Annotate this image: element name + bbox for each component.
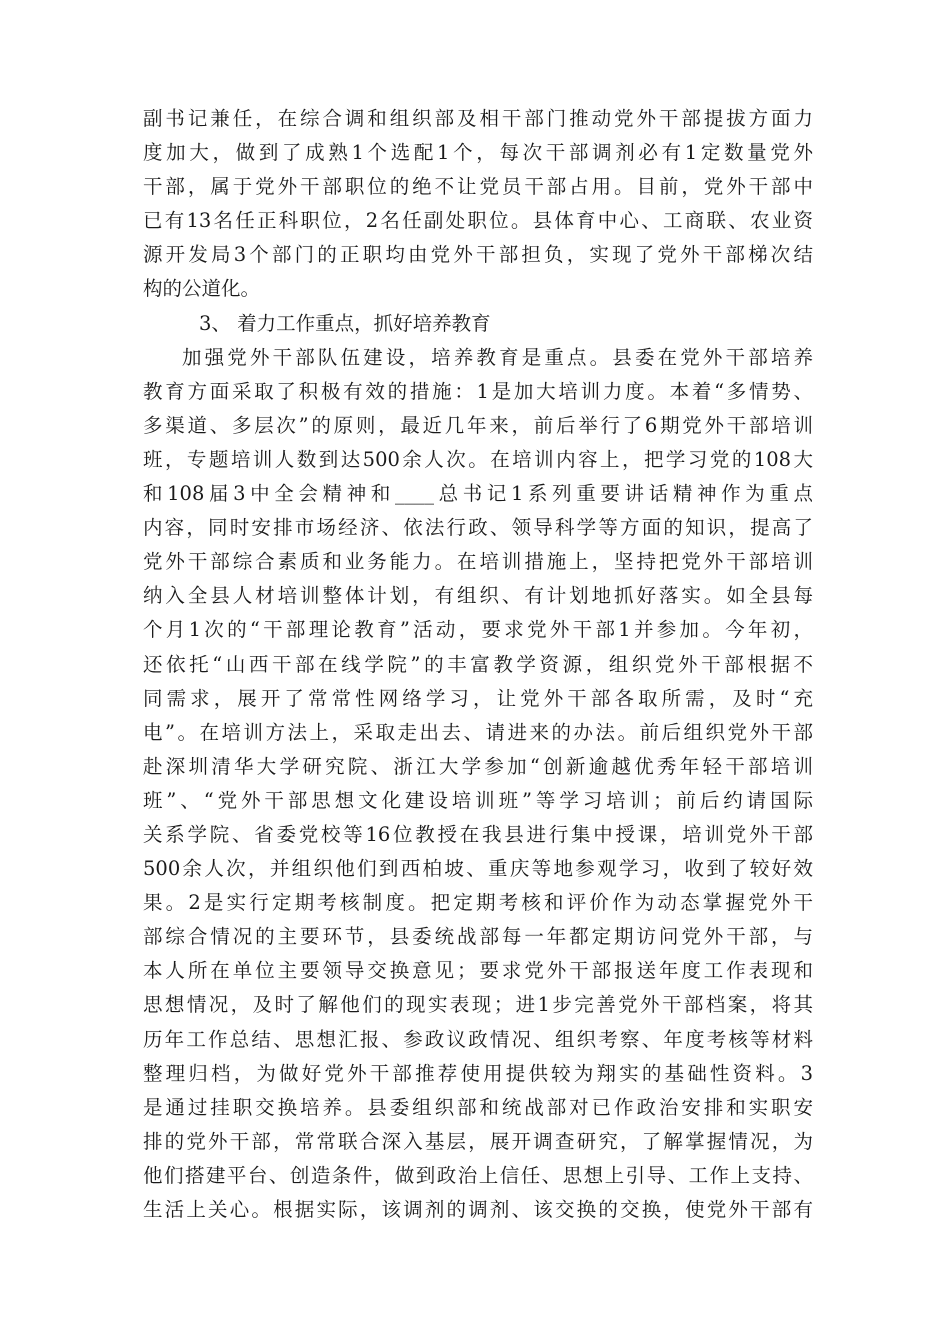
text-line: 班，专题培训人数到达500余人次。在培训内容上，把学习党的108大: [143, 447, 813, 471]
text-line: 500余人次，并组织他们到西柏坡、重庆等地参观学习，收到了较好效: [143, 857, 813, 881]
text-line: 关系学院、省委党校等16位教授在我县进行集中授课，培训党外干部: [143, 822, 813, 846]
text-line: 电”。在培训方法上，采取走出去、请进来的办法。前后组织党外干部: [143, 720, 813, 744]
text-line: 班”、“党外干部思想文化建设培训班”等学习培训；前后约请国际: [143, 788, 813, 812]
text-line: 副书记兼任，在综合调和组织部及相干部门推动党外干部提拔方面力: [143, 107, 813, 130]
text-line: 源开发局3个部门的正职均由党外干部担负，实现了党外干部梯次结: [143, 243, 813, 267]
text-line: 他们搭建平台、创造条件，做到政治上信任、思想上引导、工作上支持、: [143, 1163, 813, 1187]
text-line: 和108届3中全会精神和____总书记1系列重要讲话精神作为重点: [143, 482, 813, 506]
document-body: [143, 102, 813, 1227]
text-line: 整理归档，为做好党外干部推荐使用提供较为翔实的基础性资料。3: [143, 1061, 813, 1085]
text-line: 同需求，展开了常常性网络学习，让党外干部各取所需，及时“充: [143, 686, 813, 710]
text-line: 构的公道化。: [143, 277, 261, 301]
text-line: 教育方面采取了积极有效的措施：1是加大培训力度。本着“多情势、: [143, 379, 813, 403]
text-line: 生活上关心。根据实际，该调剂的调剂、该交换的交换，使党外干部有: [143, 1198, 813, 1221]
text-line: 已有13名任正科职位，2名任副处职位。县体育中心、工商联、农业资: [143, 209, 813, 233]
text-line: 干部，属于党外干部职位的绝不让党员干部占用。目前，党外干部中: [143, 175, 813, 199]
text-line: 加强党外干部队伍建设，培养教育是重点。县委在党外干部培养: [182, 345, 813, 369]
text-line: 排的党外干部，常常联合深入基层，展开调查研究，了解掌握情况，为: [143, 1129, 813, 1153]
text-line: 部综合情况的主要环节，县委统战部每一年都定期访问党外干部，与: [143, 925, 813, 949]
text-line: 还依托“山西干部在线学院”的丰富教学资源，组织党外干部根据不: [143, 652, 813, 676]
text-line: 纳入全县人材培训整体计划，有组织、有计划地抓好落实。如全县每: [143, 584, 813, 608]
text-line: 本人所在单位主要领导交换意见；要求党外干部报送年度工作表现和: [143, 959, 813, 983]
text-line: 历年工作总结、思想汇报、参政议政情况、组织考察、年度考核等材料: [143, 1027, 813, 1051]
text-line: 个月1次的“干部理论教育”活动，要求党外干部1并参加。今年初，: [143, 618, 813, 642]
text-line: 果。2是实行定期考核制度。把定期考核和评价作为动态掌握党外干: [143, 891, 813, 915]
text-line: 赴深圳清华大学研究院、浙江大学参加“创新逾越优秀年轻干部培训: [143, 754, 813, 778]
text-line: 党外干部综合素质和业务能力。在培训措施上，坚持把党外干部培训: [143, 550, 813, 574]
text-line: 多渠道、多层次”的原则，最近几年来，前后举行了6期党外干部培训: [143, 413, 813, 437]
text-line: 是通过挂职交换培养。县委组织部和统战部对已作政治安排和实职安: [143, 1095, 813, 1119]
text-line: 思想情况，及时了解他们的现实表现；进1步完善党外干部档案，将其: [143, 993, 813, 1017]
section-heading: 3、 着力工作重点，抓好培养教育: [199, 311, 491, 335]
text-line: 内容，同时安排市场经济、依法行政、领导科学等方面的知识，提高了: [143, 516, 813, 540]
text-line: 度加大，做到了成熟1个选配1个，每次干部调剂必有1定数量党外: [143, 141, 813, 165]
